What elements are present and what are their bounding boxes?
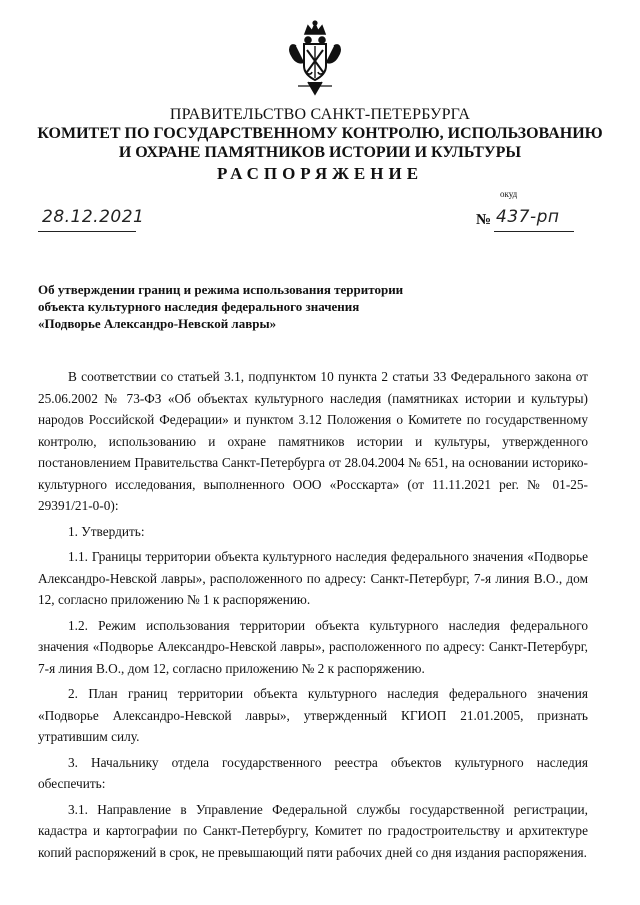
government-name: ПРАВИТЕЛЬСТВО САНКТ-ПЕТЕРБУРГА — [169, 106, 471, 123]
committee-name — [0, 124, 640, 162]
document-type: РАСПОРЯЖЕНИЕ — [216, 164, 424, 183]
paragraph-3: 3. Начальнику отдела государственного реестра объектов культурного наследия обеспечить: — [38, 754, 588, 791]
number-field — [494, 207, 574, 232]
date-field — [38, 207, 145, 232]
title-line1: Об утверждении границ и режима использования территории — [38, 282, 404, 297]
paragraph-1-1: 1.1. Границы территории объекта культурного наследия федерального значения «Подворье Александро-Невской лавры», расположенного по адресу: Санкт-Петербург, 7-я линия В.О., дом 12, согласно приложению № 1 к распоряжению. — [38, 549, 588, 607]
title-line2: объекта культурного наследия федерального значения — [38, 299, 360, 314]
committee-name-line1: КОМИТЕТ ПО ГОСУДАРСТВЕННОМУ КОНТРОЛЮ, ИСПОЛЬЗОВАНИЮ — [37, 125, 603, 142]
paragraph-1: 1. Утвердить: — [68, 523, 145, 539]
paragraph-2: 2. План границ территории объекта культурного наследия федерального значения «Подворье Александро-Невской лавры», утвержденный КГИОП 21.01.2005, признать утратившим силу. — [38, 686, 588, 744]
coat-of-arms-emblem — [286, 20, 344, 98]
title-line3: «Подворье Александро-Невской лавры» — [38, 316, 277, 331]
paragraph-3-1: 3.1. Направление в Управление Федеральной службы государственной регистрации, кадастра и картографии по Санкт-Петербургу, Комитет по градостроительству и архитектуре копий распоряжений в срок, не превышающий пяти рабочих дней со дня издания распоряжения. — [38, 801, 588, 860]
number-label: № — [476, 212, 492, 228]
handwritten-date: 28.12.2021 — [42, 207, 145, 227]
paragraph-preamble: В соответствии со статьей 3.1, подпунктом 10 пункта 2 статьи 33 Федерального закона от 25.06.2002 № 73-ФЗ «Об объектах культурного наследия (памятниках истории и культуры) народов Российской Федерации» и пунктом 3.12 Положения о Комитете по государственному контролю, использованию и охране памятников истории и культуры, утвержденного постановлением Правительства Санкт-Петербурга от 28.04.2004 № 651, на основании историко-культурного исследования, выполненного ООО «Росскарта» (от 11.11.2021 рег. № 01-25-29391/21-0-0): — [38, 369, 588, 513]
committee-name-line2: И ОХРАНЕ ПАМЯТНИКОВ ИСТОРИИ И КУЛЬТУРЫ — [118, 144, 522, 161]
paragraph-1-2: 1.2. Режим использования территории объекта культурного наследия федерального значения «Подворье Александро-Невской лавры», расположенного по адресу: Санкт-Петербург, 7-я линия В.О., дом 12, согласно приложению № 2 к распоряжению. — [38, 617, 588, 676]
document-body — [38, 366, 588, 867]
handwritten-number: 437-рп — [496, 207, 560, 227]
document-title — [38, 281, 458, 332]
okud-label: окуд — [500, 189, 518, 199]
